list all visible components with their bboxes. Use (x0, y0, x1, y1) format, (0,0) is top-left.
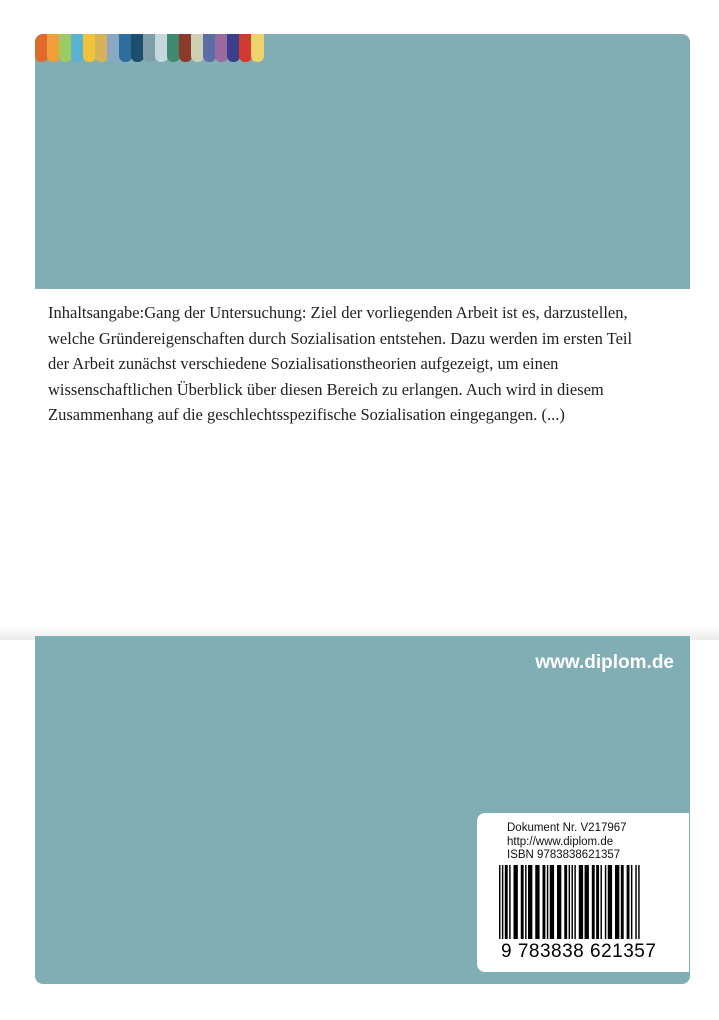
description-line: der Arbeit zunächst verschiedene Sozialisationstheorien aufgezeigt, um einen (48, 354, 559, 373)
barcode-bar (615, 865, 619, 939)
barcode-bar (601, 865, 602, 939)
barcode-bar (543, 865, 546, 939)
barcode-bar (535, 865, 539, 939)
color-stripes (35, 34, 263, 62)
barcode-bar (564, 865, 567, 939)
barcode-bar (621, 865, 624, 939)
description-text (48, 300, 678, 428)
barcode-bar (514, 865, 518, 939)
barcode-bar (502, 865, 503, 939)
barcode-bar (579, 865, 583, 939)
description-line: wissenschaftlichen Überblick über diesen Bereich zu erlangen. Auch wird in diesem (48, 379, 604, 399)
barcode-bar (635, 865, 636, 939)
description-line: Zusammenhang auf die geschlechtsspezifische Sozialisation eingegangen. (...) (48, 405, 565, 424)
color-stripe (251, 34, 264, 62)
barcode-bar (550, 865, 554, 939)
barcode-bars (495, 865, 675, 945)
isbn-text: ISBN 9783838621357 (507, 849, 621, 861)
barcode-bar (509, 865, 510, 939)
barcode-bar (608, 865, 612, 939)
barcode-bar (528, 865, 532, 939)
barcode-digits: 9 783838 621357 (501, 941, 657, 962)
barcode-bar (525, 865, 526, 939)
barcode-bar (638, 865, 639, 939)
barcode-bar (592, 865, 595, 939)
barcode-bar (574, 865, 575, 939)
barcode-bar (596, 865, 599, 939)
barcode-bar (585, 865, 589, 939)
description-line: welche Gründereigenschaften durch Sozialisation entstehen. Dazu werden im ersten Teil (48, 328, 633, 348)
document-url: http://www.diplom.de (507, 835, 614, 848)
barcode-bar (631, 865, 632, 939)
barcode-bar (557, 865, 561, 939)
document-number: Dokument Nr. V217967 (507, 822, 627, 834)
barcode-bar (605, 865, 606, 939)
barcode-bar (627, 865, 630, 939)
barcode-bar (572, 865, 573, 939)
barcode-bar (547, 865, 548, 939)
barcode-info (507, 822, 627, 863)
barcode-box (477, 813, 689, 972)
description-line: Inhaltsangabe:Gang der Untersuchung: Ziel der vorliegenden Arbeit ist es, darzustellen, (48, 303, 628, 322)
barcode-bar (569, 865, 570, 939)
publisher-website[interactable]: www.diplom.de (535, 652, 674, 673)
barcode-bar (505, 865, 508, 939)
barcode-bar (499, 865, 500, 939)
cover-top-panel (35, 34, 690, 289)
barcode-bar (521, 865, 524, 939)
